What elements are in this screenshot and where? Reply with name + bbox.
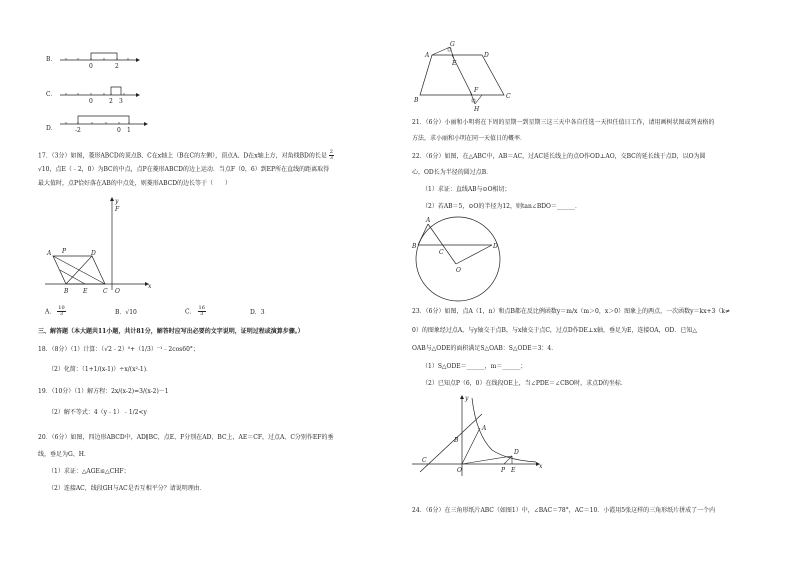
q23-line5: （2）已知点P（6，0）在线段OE上，当∠PDE＝∠CBO时，求点D的坐标． (422, 380, 627, 387)
svg-text:D: D (514, 449, 519, 456)
q22-line2: 心，OD长为半径的圆过点B． (412, 169, 493, 176)
q22-line4: （2）若AB＝5，⊙O的半径为12，则tan∠BDO＝______． (422, 203, 581, 210)
tick-label: 2 (115, 63, 119, 70)
svg-text:1: 1 (127, 127, 131, 134)
q17-line3: 最大值时，点P恰好落在AB的中点处，则菱形ABCD的边长等于（ ） (38, 180, 232, 187)
number-line-c (60, 75, 140, 105)
svg-text:A: A (47, 250, 52, 257)
q17-fraction: $\frac{2}{3}$ (329, 149, 333, 162)
svg-text:B: B (412, 243, 417, 250)
q23-line3: OAB与△ODE的面积满足S△OAB：S△ODE＝3：4． (412, 345, 558, 352)
choice-b: B．√10 (115, 309, 137, 316)
choice-d: D．3 (250, 309, 265, 316)
section-heading: 三、解答题（本大题共11小题，共计81分，解答时应写出必要的文字说明，证明过程或演算步骤。） (38, 328, 304, 335)
q19-line2: （2）解不等式：4（y﹣1）﹣1/2<y (48, 409, 147, 416)
svg-text:D: D (493, 243, 498, 250)
svg-text:0: 0 (89, 98, 93, 105)
q23-line2: 0）的图象经过点A，与y轴交于点B，与x轴交于点C，过点D作DE⊥x轴，垂足为E，连接OA，OD．已知△ (412, 327, 697, 334)
q20-line1: 20．（6分）如图，四边形ABCD中，AD∥BC，点E、F分别在AD、BC上，AE＝CF，过点A、C分别作EF的垂 (38, 434, 334, 441)
q23-line1: 23．（6分）如图，点A（1，n）和点B都在反比例函数y＝m/x（m＞0，x＞0）图象上的两点，一次函数y＝kx+3（k≠ (412, 308, 730, 315)
q22-line1: 22．（6分）如图，在△ABC中，AB＝AC，过AC延长线上的点O作OD⊥AO，交BC的延长线于点D，以O为圆 (412, 153, 706, 160)
svg-text:B: B (414, 97, 419, 104)
q23-function-figure (412, 394, 547, 480)
svg-text:C: C (506, 93, 511, 100)
q17-rhombus-figure (45, 198, 155, 298)
number-line-b (60, 40, 140, 70)
q21-line2: 方法，求小丽和小明在同一天值日的概率． (412, 135, 527, 142)
svg-text:F: F (115, 206, 120, 213)
svg-text:A: A (426, 217, 431, 224)
svg-text:P: P (501, 467, 506, 474)
svg-text:A: A (482, 425, 487, 432)
svg-text:C: C (439, 249, 444, 256)
q20-line3: （1）求证：△AGE≌△CHF； (48, 468, 130, 475)
choice-c: C． $\frac{16}{3}$ (185, 305, 205, 318)
svg-text:G: G (450, 41, 455, 48)
svg-text:F: F (474, 87, 479, 94)
svg-text:C: C (103, 288, 108, 295)
fig-label: y (115, 198, 119, 205)
svg-text:A: A (425, 52, 430, 59)
q20-trapezoid-figure (412, 40, 522, 112)
svg-text:y: y (465, 395, 469, 402)
svg-text:P: P (62, 248, 67, 255)
svg-text:x: x (539, 463, 543, 470)
q24-line1: 24．（6分）在三角形纸片ABC（如图1）中，∠BAC＝78°，AC＝10．小霞用5张这样的三角形纸片拼成了一个内 (412, 507, 716, 514)
q19-line1: 19．（10分）（1）解方程：2x/(x-2)=3/(x-2)－1 (38, 388, 169, 395)
tick-label: 0 (89, 63, 93, 70)
q20-line2: 线，垂足为G、H． (38, 451, 91, 458)
svg-text:3: 3 (119, 98, 123, 105)
svg-text:O: O (115, 288, 120, 295)
svg-text:E: E (452, 60, 457, 67)
q18-line1: 18．（8分）（1）计算：（√2﹣2）⁰+（1/3）⁻¹﹣2cos60°； (38, 346, 199, 353)
svg-text:H: H (474, 106, 480, 113)
q18-line2: （2）化简：（1+1/(x-1)）÷x/(x²-1)． (48, 366, 153, 373)
svg-text:0: 0 (117, 127, 121, 134)
option-b-label: B． (46, 56, 57, 63)
q17-line1: 17．（3分）如图，菱形ABCD的顶点B、C在x轴上（B在C的左侧），顶点A、D在x轴上方，对角线BD的长是 (38, 152, 327, 160)
number-line-d (60, 104, 150, 134)
option-c-label: C． (46, 91, 57, 98)
q22-circle-figure (412, 214, 512, 294)
option-d-label: D． (46, 125, 57, 132)
svg-text:-2: -2 (75, 127, 81, 134)
choice-a: A． $\frac{10}{3}$ (45, 305, 65, 318)
svg-text:D: D (91, 250, 96, 257)
svg-text:E: E (83, 288, 88, 295)
svg-text:O: O (456, 267, 461, 274)
svg-text:B: B (64, 288, 69, 295)
svg-text:D: D (484, 52, 489, 59)
svg-text:2: 2 (109, 98, 113, 105)
svg-text:C: C (422, 457, 427, 464)
q22-line3: （1）求证：直线AB与⊙O相切； (422, 186, 511, 193)
svg-text:E: E (511, 467, 516, 474)
q23-line4: （1）S△ODE＝______，m＝______； (422, 363, 527, 370)
svg-text:B: B (454, 437, 459, 444)
q21-line1: 21．（6分）小丽和小明将在下周的星期一到星期三这三天中各自任选一天担任值日工作，请用画树状图或列表格的 (412, 119, 715, 126)
svg-text:O: O (457, 467, 462, 474)
q17-line2: √10，点E（﹣2，0）为BC的中点，点P在菱形ABCD的边上运动．当点F（0，6）到EP所在直线的距离取得 (38, 166, 330, 173)
q20-line4: （2）连接AC，线段GH与AC是否互相平分？请说明理由． (48, 485, 206, 492)
svg-text:x: x (148, 283, 152, 290)
